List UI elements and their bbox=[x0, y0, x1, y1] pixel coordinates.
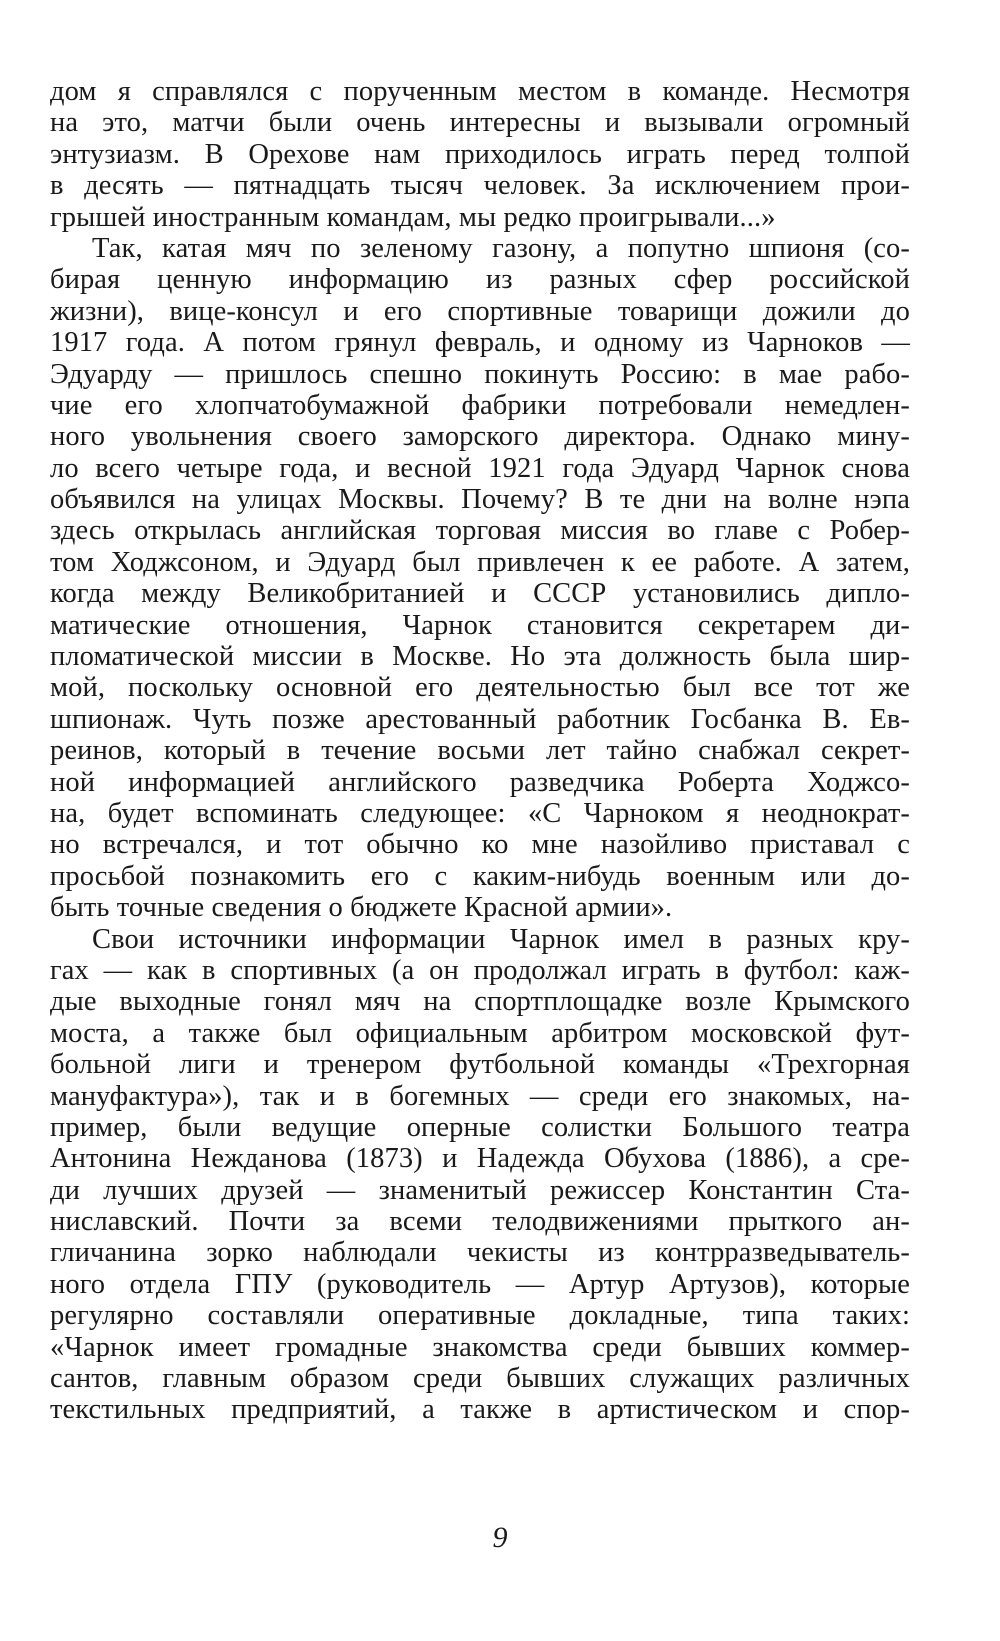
text-line: гличанина зорко наблюдали чекисты из контрразведыватель- bbox=[50, 1237, 910, 1269]
text-line: энтузиазм. В Орехове нам приходилось играть перед толпой bbox=[50, 138, 910, 170]
page-number: 9 bbox=[492, 1521, 508, 1554]
text-line: мануфактура»), так и в богемных — среди его знакомых, на- bbox=[50, 1080, 910, 1112]
text-line: просьбой познакомить его с каким-нибудь военным или до- bbox=[50, 860, 910, 892]
text-line: больной лиги и тренером футбольной команды «Трехгорная bbox=[50, 1049, 910, 1081]
text-line: дые выходные гонял мяч на спортплощадке возле Крымского bbox=[50, 986, 910, 1018]
text-line: на, будет вспоминать следующее: «С Чарноком я неоднократ- bbox=[50, 797, 910, 829]
text-line: шпионаж. Чуть позже арестованный работник Госбанка В. Ев- bbox=[50, 703, 910, 735]
text-line: быть точные сведения о бюджете Красной армии». bbox=[50, 892, 673, 924]
text-line: том Ходжсоном, и Эдуард был привлечен к ее работе. А затем, bbox=[50, 546, 910, 578]
text-line: Антонина Нежданова (1873) и Надежда Обухова (1886), а сре- bbox=[50, 1143, 910, 1175]
text-line: когда между Великобританией и СССР установились дипло- bbox=[50, 578, 910, 610]
text-line: ного отдела ГПУ (руководитель — Артур Артузов), которые bbox=[50, 1268, 910, 1300]
text-line: ло всего четыре года, и весной 1921 года Эдуард Чарнок снова bbox=[50, 452, 910, 484]
text-line: ного увольнения своего заморского директора. Однако мину- bbox=[50, 421, 910, 453]
text-line: ниславский. Почти за всеми телодвижениями прыткого ан- bbox=[50, 1206, 910, 1238]
text-line: объявился на улицах Москвы. Почему? В те дни на волне нэпа bbox=[50, 484, 910, 516]
text-line: бирая ценную информацию из разных сфер российской bbox=[50, 264, 910, 296]
text-line: дом я справлялся с порученным местом в команде. Несмотря bbox=[50, 76, 910, 107]
text-line: реинов, который в течение восьми лет тайно снабжал секрет- bbox=[50, 735, 910, 767]
text-line: на это, матчи были очень интересны и вызывали огромный bbox=[50, 107, 910, 139]
text-line: но встречался, и тот обычно ко мне назойливо приставал с bbox=[50, 829, 910, 861]
text-line: «Чарнок имеет громадные знакомства среди бывших коммер- bbox=[50, 1331, 910, 1363]
text-line: ди лучших друзей — знаменитый режиссер Константин Ста- bbox=[50, 1174, 910, 1206]
text-line: гах — как в спортивных (а он продолжал играть в футбол: каж- bbox=[50, 954, 910, 986]
text-line: жизни), вице-консул и его спортивные товарищи дожили до bbox=[50, 295, 910, 327]
text-line: матические отношения, Чарнок становится секретарем ди- bbox=[50, 609, 910, 641]
text-line: здесь открылась английская торговая миссия во главе с Робер- bbox=[50, 515, 910, 547]
text-line: Так, катая мяч по зеленому газону, а попутно шпионя (со- bbox=[92, 232, 910, 264]
text-line: пломатической миссии в Москве. Но эта должность была шир- bbox=[50, 641, 910, 673]
text-line: регулярно составляли оперативные докладные, типа таких: bbox=[50, 1300, 910, 1332]
text-line: пример, были ведущие оперные солистки Большого театра bbox=[50, 1111, 910, 1143]
text-line: сантов, главным образом среди бывших служащих различных bbox=[50, 1363, 910, 1395]
text-line: Свои источники информации Чарнок имел в разных кру- bbox=[92, 923, 910, 955]
text-line: мой, поскольку основной его деятельностью был все тот же bbox=[50, 672, 910, 704]
page-text bbox=[50, 76, 910, 1426]
text-line: в десять — пятнадцать тысяч человек. За исключением прои- bbox=[50, 170, 910, 202]
text-line: 1917 года. А потом грянул февраль, и одному из Чарноков — bbox=[50, 327, 910, 359]
text-line: Эдуарду — пришлось спешно покинуть Россию: в мае рабо- bbox=[50, 358, 910, 390]
text-line: моста, а также был официальным арбитром московской фут- bbox=[50, 1017, 910, 1049]
text-line: ной информацией английского разведчика Роберта Ходжсо- bbox=[50, 766, 910, 798]
text-line: текстильных предприятий, а также в артистическом и спор- bbox=[50, 1394, 910, 1426]
text-line: грышей иностранным командам, мы редко проигрывали...» bbox=[50, 201, 776, 233]
text-line: чие его хлопчатобумажной фабрики потребовали немедлен- bbox=[50, 389, 910, 421]
